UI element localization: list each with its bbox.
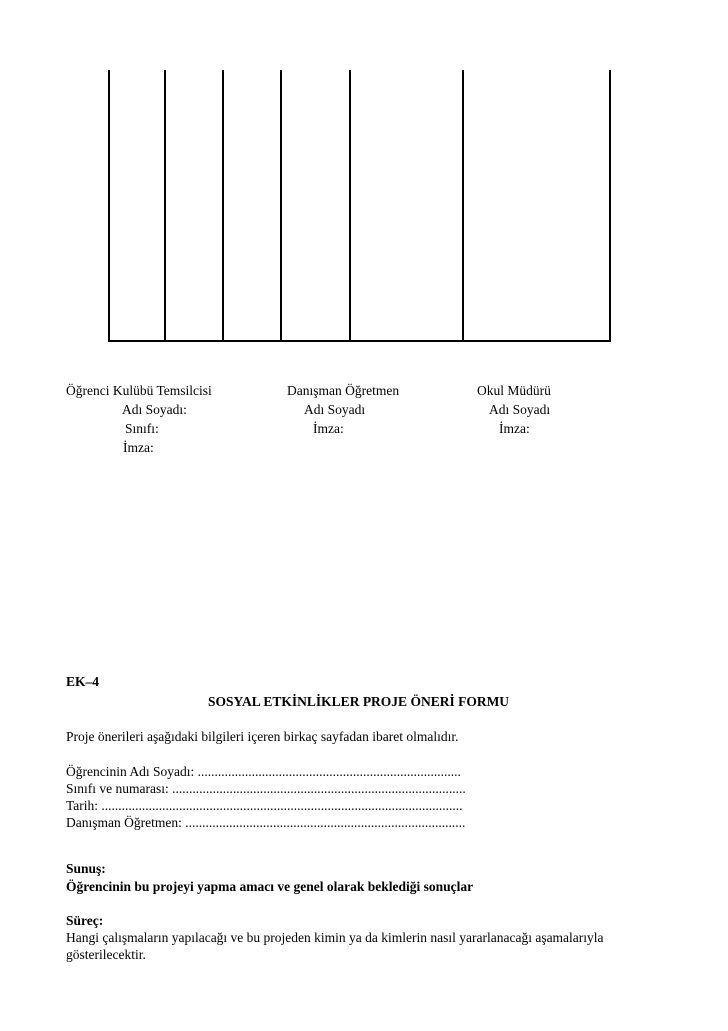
table-column-line [108, 70, 110, 342]
process-heading: Süreç: [66, 913, 104, 928]
class-number-field: Sınıfı ve numarası: ....................................................................................... [66, 781, 466, 796]
table-column-line [609, 70, 611, 342]
annex-label: EK–4 [66, 674, 100, 689]
student-name-label: Adı Soyadı: [122, 402, 187, 417]
presentation-text: Öğrencinin bu projeyi yapma amacı ve genel olarak beklediği sonuçlar [66, 879, 474, 894]
principal-name-label: Adı Soyadı [489, 402, 551, 417]
table-column-line [164, 70, 166, 342]
table-column-line [349, 70, 351, 342]
process-text-line-1: Hangi çalışmaların yapılacağı ve bu projeden kimin ya da kimlerin nasıl yararlanacağı aşamalarıyla [66, 930, 604, 945]
table-bottom-line [108, 340, 611, 342]
form-title: SOSYAL ETKİNLİKLER PROJE ÖNERİ FORMU [208, 694, 510, 709]
student-title: Öğrenci Kulübü Temsilcisi [66, 383, 212, 398]
table-column-line [222, 70, 224, 342]
student-sign-label: İmza: [123, 440, 154, 455]
process-text-line-2: gösterilecektir. [66, 947, 146, 962]
student-name-field: Öğrencinin Adı Soyadı: .............................................................................. [66, 764, 461, 779]
table-column-line [280, 70, 282, 342]
advisor-sign-label: İmza: [313, 421, 344, 436]
presentation-heading: Sunuş: [66, 861, 106, 876]
table-column-line [462, 70, 464, 342]
principal-title: Okul Müdürü [477, 383, 551, 398]
principal-sign-label: İmza: [499, 421, 530, 436]
advisor-field: Danışman Öğretmen: ................................................................................... [66, 815, 466, 830]
advisor-name-label: Adı Soyadı [304, 402, 366, 417]
advisor-title: Danışman Öğretmen [287, 383, 400, 398]
student-class-label: Sınıfı: [125, 421, 159, 436]
date-field: Tarih: ........................................................................................................... [66, 798, 463, 813]
intro-text: Proje önerileri aşağıdaki bilgileri içeren birkaç sayfadan ibaret olmalıdır. [66, 729, 459, 744]
